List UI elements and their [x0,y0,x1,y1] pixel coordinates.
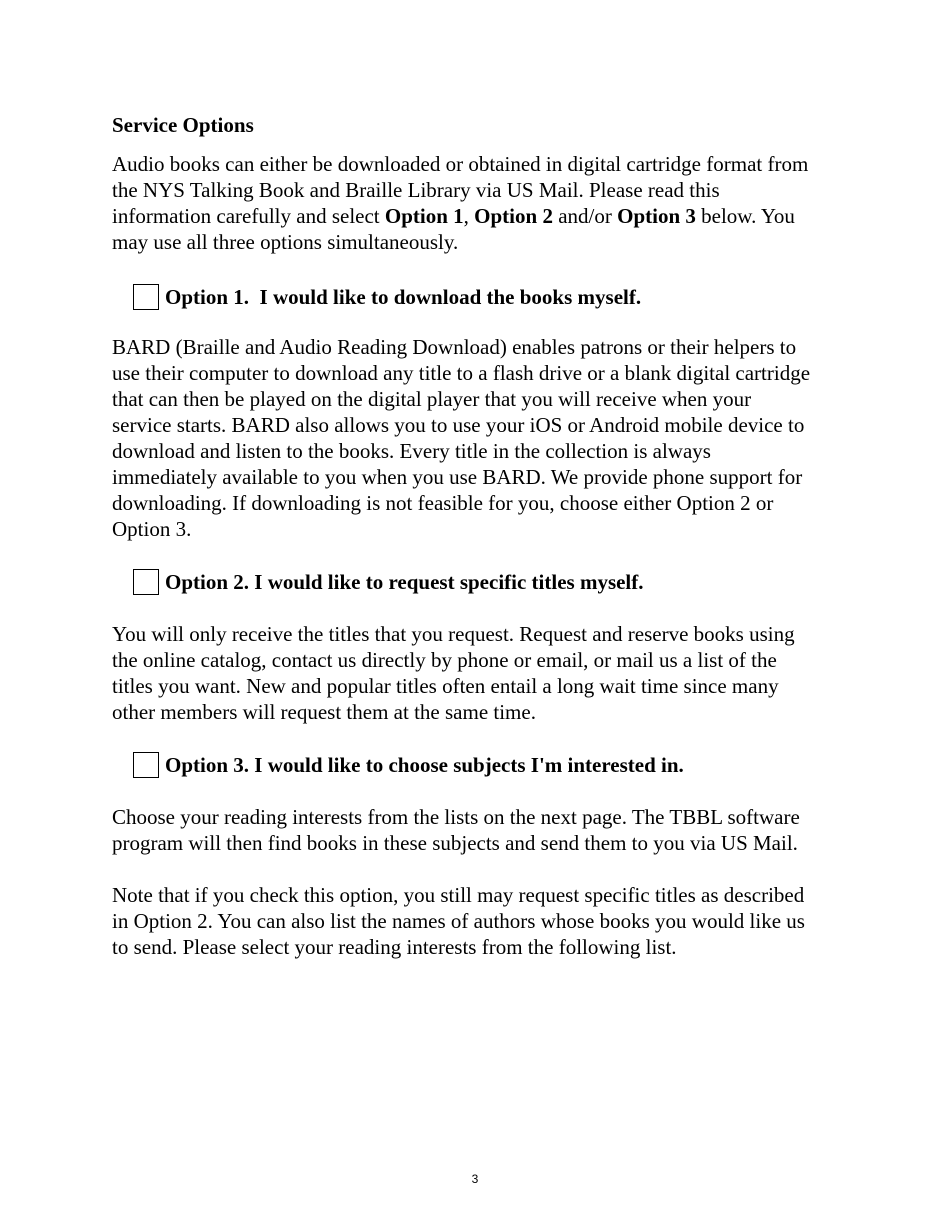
intro-line: may use all three options simultaneously. [112,230,459,254]
option-1-reference: Option 1 [384,204,464,228]
intro-line: information carefully and select Option 1, Option 2 and/or Option 3 below. You [112,204,795,228]
page-title: Service Options [112,113,254,137]
option-2-row [133,567,852,597]
option-1-description: BARD (Braille and Audio Reading Download) enables patrons or their helpers to use their computer to download any title to a flash drive or a blank digital cartridge that can then be played on the digital player that you will receive when your service starts. BARD also allows you to use your iOS or Android mobile device to download and listen to the books. Every title in the collection is always immediately available to you when you use BARD. We provide phone support for downloading. If downloading is not feasible for you, choose either Option 2 or Option 3. [112,335,811,541]
intro-line: Audio books can either be downloaded or obtained in digital cartridge format from [112,152,809,176]
option-1-label: Option 1. I would like to download the books myself. [165,285,642,309]
option-2-reference: Option 2 [474,204,553,228]
option-3-checkbox[interactable] [133,752,159,778]
option-3-label: Option 3. I would like to choose subjects I'm interested in. [165,753,684,777]
option-2-label: Option 2. I would like to request specific titles myself. [165,570,644,594]
option-2-description: You will only receive the titles that you request. Request and reserve books using the online catalog, contact us directly by phone or email, or mail us a list of the titles you want. New and popular titles often entail a long wait time since many other members will request them at the same time. [112,622,795,724]
option-3-note: Note that if you check this option, you still may request specific titles as described in Option 2. You can also list the names of authors whose books you would like us to send. Please select your reading interests from the following list. [112,883,805,959]
page-content [112,110,852,960]
page-number: 3 [471,1172,479,1186]
option-1-checkbox[interactable] [133,284,159,310]
option-1-row [133,282,852,312]
option-3-row [133,750,852,780]
option-3-description: Choose your reading interests from the lists on the next page. The TBBL software program will then find books in these subjects and send them to you via US Mail. [112,805,800,855]
intro-line: the NYS Talking Book and Braille Library via US Mail. Please read this [112,178,720,202]
option-2-checkbox[interactable] [133,569,159,595]
option-3-reference: Option 3 [617,204,696,228]
intro-paragraph [112,151,852,255]
